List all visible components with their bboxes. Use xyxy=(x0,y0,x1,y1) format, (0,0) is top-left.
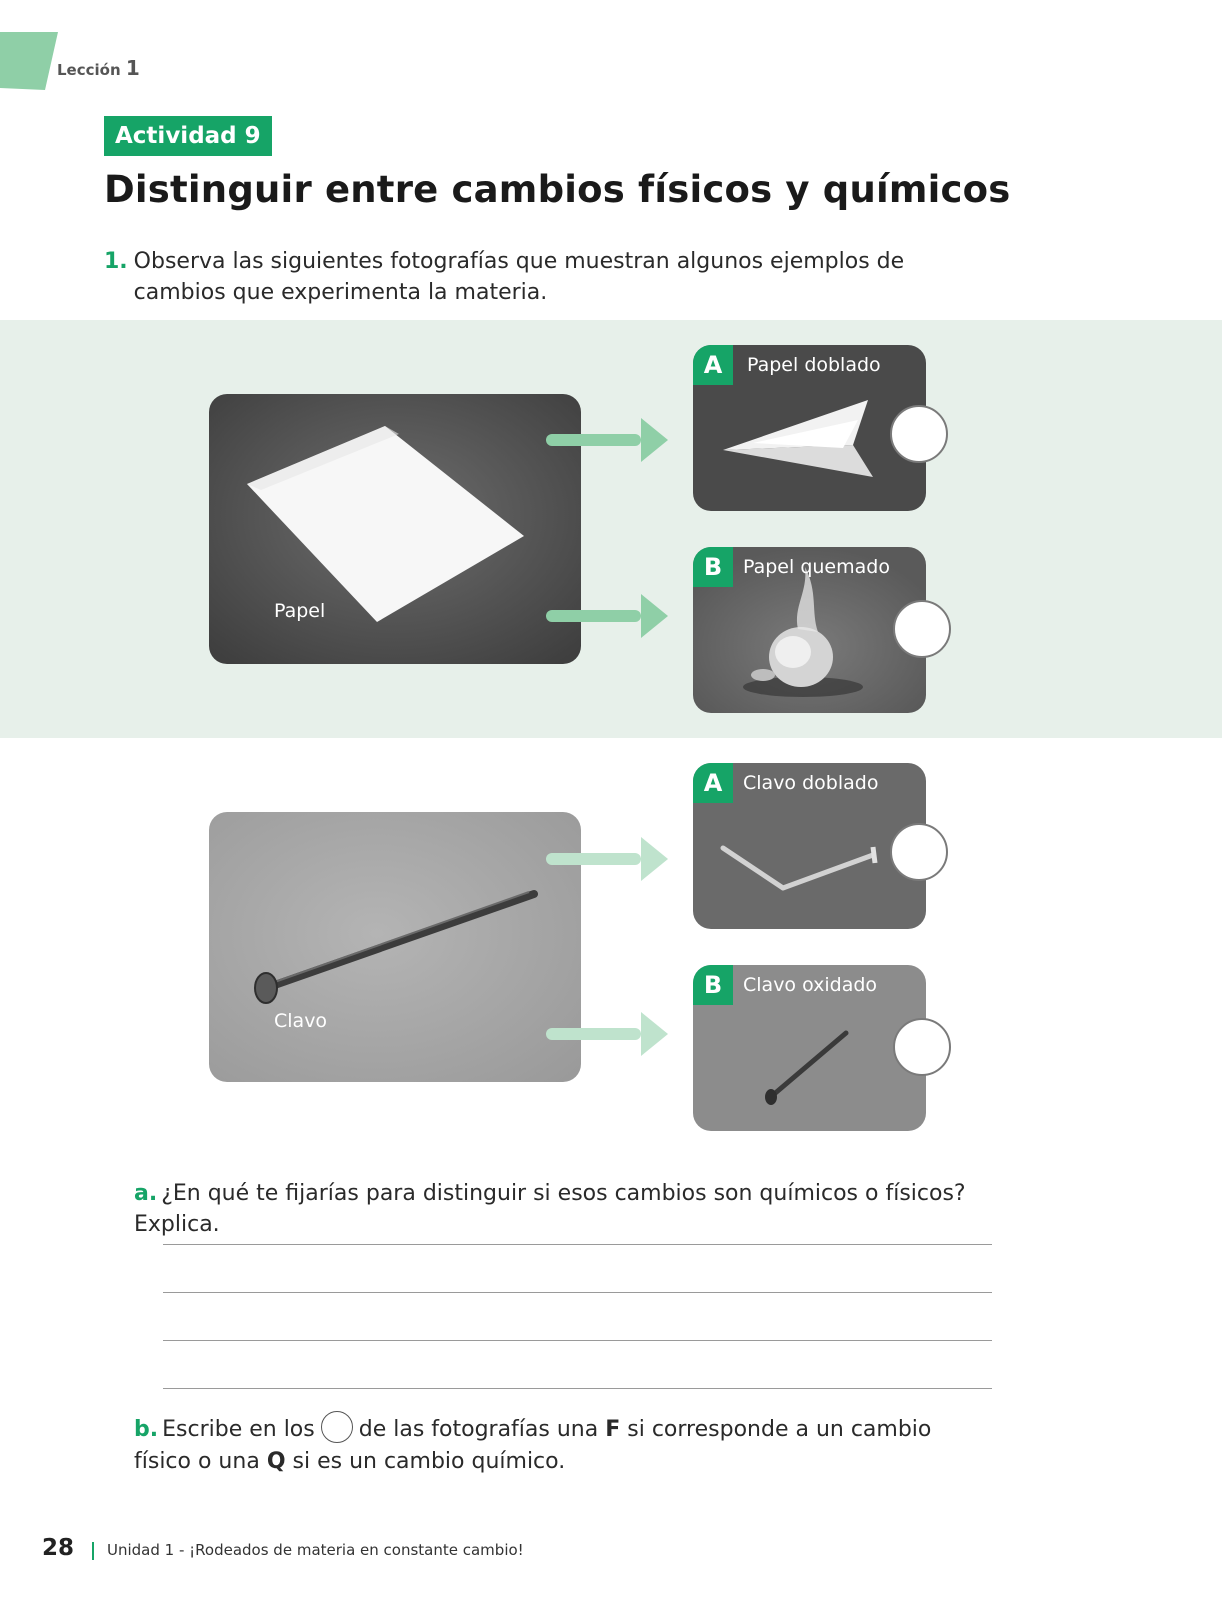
arrow-right-icon xyxy=(546,416,671,464)
arrow-right-icon xyxy=(546,1010,671,1058)
option-label: Clavo doblado xyxy=(743,772,879,794)
question-number: 1. xyxy=(104,249,128,274)
option-tag-b: B xyxy=(693,547,733,587)
subquestion-b-text-3: si corresponde a un cambio físico o una xyxy=(134,1417,932,1474)
page-title: Distinguir entre cambios físicos y químicos xyxy=(104,168,1011,211)
paper-section-background xyxy=(0,320,1222,738)
arrow-right-icon xyxy=(546,835,671,883)
photo-paper-caption: Papel xyxy=(274,600,326,622)
option-label: Papel quemado xyxy=(743,556,890,578)
arrow-right-icon xyxy=(546,592,671,640)
question-1 xyxy=(104,246,984,308)
option-tag-a: A xyxy=(693,345,733,385)
question-text: Observa las siguientes fotografías que muestran algunos ejemplos de cambios que experimenta la materia. xyxy=(133,249,905,305)
option-tag-a: A xyxy=(693,763,733,803)
subquestion-a-letter: a. xyxy=(134,1181,158,1206)
subquestion-b-text-2: de las fotografías una xyxy=(358,1417,599,1442)
answer-line[interactable] xyxy=(163,1388,992,1389)
inline-circle-icon xyxy=(321,1411,353,1443)
answer-circle-icon[interactable] xyxy=(890,405,948,463)
answer-line[interactable] xyxy=(163,1244,992,1245)
answer-line[interactable] xyxy=(163,1340,992,1341)
photo-nail xyxy=(209,812,581,1082)
option-tag-b: B xyxy=(693,965,733,1005)
page-number: 28 xyxy=(42,1535,75,1561)
photo-paper-burned xyxy=(693,547,926,713)
bold-letter-q: Q xyxy=(266,1449,286,1474)
footer-divider xyxy=(92,1542,94,1560)
answer-line[interactable] xyxy=(163,1292,992,1293)
subquestion-b-text-4: si es un cambio químico. xyxy=(292,1449,566,1474)
photo-paper xyxy=(209,394,581,664)
subquestion-b-text-1: Escribe en los xyxy=(162,1417,315,1442)
lesson-number: 1 xyxy=(125,56,140,80)
subquestion-b xyxy=(134,1414,994,1477)
subquestion-b-letter: b. xyxy=(134,1417,159,1442)
answer-circle-icon[interactable] xyxy=(893,1018,951,1076)
activity-badge: Actividad 9 xyxy=(104,116,272,156)
option-label: Papel doblado xyxy=(747,354,881,376)
photo-nail-caption: Clavo xyxy=(274,1010,328,1032)
option-label: Clavo oxidado xyxy=(743,974,878,996)
photo-nail-rusty xyxy=(693,965,926,1131)
lesson-tab-shape xyxy=(0,32,58,90)
answer-circle-icon[interactable] xyxy=(893,600,951,658)
footer-unit-text: Unidad 1 - ¡Rodeados de materia en constante cambio! xyxy=(107,1541,524,1559)
lesson-word: Lección xyxy=(57,61,121,79)
subquestion-a xyxy=(134,1178,1034,1240)
subquestion-a-text: ¿En qué te fijarías para distinguir si esos cambios son químicos o físicos? Explica. xyxy=(134,1181,966,1237)
bold-letter-f: F xyxy=(605,1417,621,1442)
lesson-label xyxy=(57,56,140,80)
answer-circle-icon[interactable] xyxy=(890,823,948,881)
